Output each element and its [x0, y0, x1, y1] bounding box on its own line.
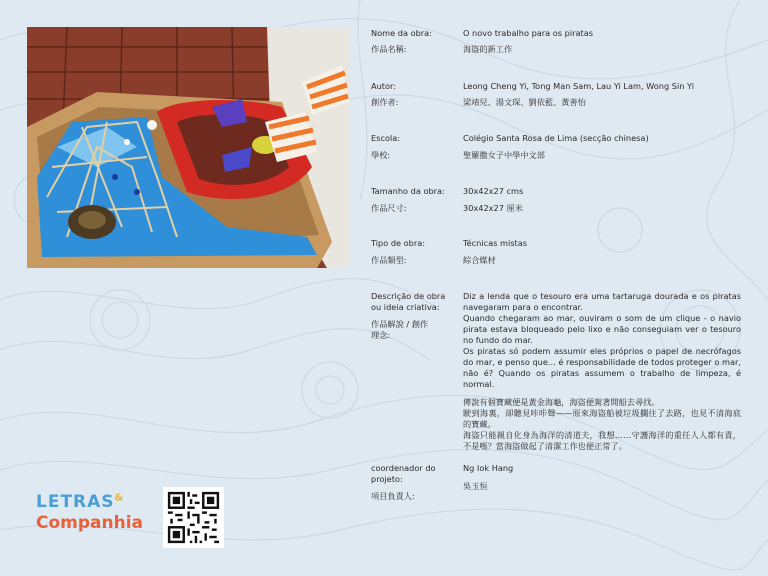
description-pt-3: Os piratas só podem assumir eles próprios o papel de necrófagos do mar, e penso que... é responsabilidade de todos proteger o mar, não é? Quando os piratas assumem o trabalho de limpeza, é normal. [463, 346, 741, 389]
coordinator-value-zh: 吳玉恒 [463, 481, 488, 491]
type-value-zh: 綜合媒材 [463, 255, 496, 265]
description-label-pt: Descrição de obra ou ideia criativa: [371, 291, 446, 312]
description-text [463, 291, 741, 452]
school-value-pt: Colégio Santa Rosa de Lima (secção chinesa) [463, 133, 649, 143]
author-label-pt: Autor: [371, 81, 396, 91]
size-value-zh: 30x42x27 厘米 [463, 203, 523, 213]
coordinator-label-zh: 項目負責人: [371, 491, 415, 501]
school-label-zh: 學校: [371, 150, 391, 160]
title-value-pt: O novo trabalho para os piratas [463, 28, 594, 38]
title-label-pt: Nome da obra: [371, 28, 432, 38]
size-label-pt: Tamanho da obra: [371, 186, 445, 196]
logo-word-letras: LETRAS [36, 492, 115, 512]
size-label-zh: 作品尺寸: [371, 203, 407, 213]
title-value-zh: 海盜的新工作 [463, 44, 513, 54]
description-zh-3: 海盜只能親自化身為海洋的清道夫，我想……守護海洋的重任人人都有責，不是嗎？當海盜做起了清潔工作也便正常了。 [463, 430, 741, 451]
size-value-pt: 30x42x27 cms [463, 186, 524, 196]
type-label-zh: 作品類型: [371, 255, 407, 265]
type-value-pt: Técnicas mistas [463, 238, 528, 248]
school-label-pt: Escola: [371, 133, 401, 143]
artwork-photo [27, 27, 350, 268]
logo-line-1 [36, 492, 124, 512]
coordinator-label-pt: coordenador do projeto: [371, 463, 436, 484]
qr-code-icon[interactable] [163, 487, 224, 548]
description-zh-1: 傳說有個寶藏便是黃金海龜，海盜便駕著開船去尋找。 [463, 397, 660, 407]
description-zh-2: 駛到海裏，卻聽見咔咔聲——原來海盜船被垃圾攔住了去路，也見不清海底的寶藏。 [463, 408, 741, 429]
author-value-zh: 梁靖兒、湯文琛、劉依藍、黃善怡 [463, 97, 586, 107]
description-pt-2: Quando chegaram ao mar, ouviram o som de um clique - o navio pirata estava bloqueado pelo lixo e não conseguiam ver o tesouro no fundo do mar. [463, 313, 741, 345]
logo-ampersand: & [114, 492, 125, 504]
type-label-pt: Tipo de obra: [371, 238, 426, 248]
author-value-pt: Leong Cheng Yi, Tong Man Sam, Lau Yi Lam, Wong Sin Yi [463, 81, 695, 91]
description-label-zh: 作品解說 / 創作理念: [371, 319, 429, 340]
coordinator-value-pt: Ng Iok Hang [463, 463, 514, 473]
title-label-zh: 作品名稱: [371, 44, 407, 54]
author-label-zh: 創作者: [371, 97, 399, 107]
description-pt-1: Diz a lenda que o tesouro era uma tartaruga dourada e os piratas navegaram para o encontrar. [463, 291, 741, 312]
logo-word-companhia: Companhia [36, 513, 144, 533]
letras-companhia-logo [36, 492, 144, 540]
school-value-zh: 聖羅撒女子中學中文部 [463, 150, 545, 160]
